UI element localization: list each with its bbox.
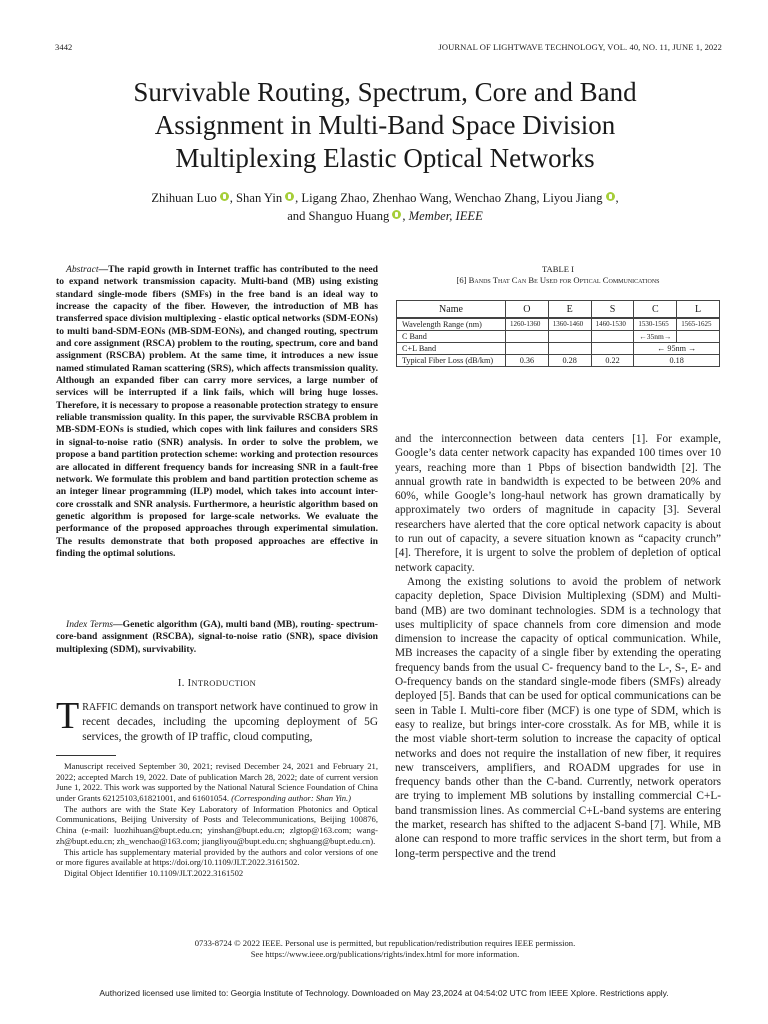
ieee-member: Member, IEEE (408, 209, 483, 223)
table-header: E (548, 301, 591, 319)
orcid-icon[interactable] (392, 210, 401, 219)
authorized-use-banner: Authorized licensed use limited to: Georgia Institute of Technology. Downloaded on May 23,2024 at 04:54:02 UTC from IEEE Xplore. Restrictions apply. (99, 988, 669, 998)
supplementary-note[interactable]: This article has supplementary material provided by the authors and color versions of one or more figures available at https://doi.org/10.1109/JLT.2022.3161502. (56, 846, 378, 868)
index-terms-lead: Index Terms (66, 619, 114, 630)
table-header: C (634, 301, 677, 319)
author-yin[interactable]: Shan Yin (236, 191, 283, 205)
table-caption: TABLE I [6] Bands That Can Be Used for Optical Communications (456, 264, 660, 285)
footnotes: Manuscript received September 30, 2021; revised December 24, 2021 and February 21, 2022; accepted March 19, 2022. Date of publication March 28, 2022; date of current version June 1, 2022. This work was supported by the National Natural Science Foundation of China under Grants 62125103,61821001, and 61601054. (Corresponding author: Shan Yin.) The authors are with the State Key Laboratory of Information Photonics and Optical Communications, Beijing University of Posts and Telecommunications, Beijing 100876, China (e-mail: luozhihuan@bupt.edu.cn; yinshan@bupt.edu.cn; zlgtop@163.com; wang-zh@bupt.edu.cn; zh_wenchao@163.com; jiangliyou@bupt.edu.cn; shghuang@bupt.edu.cn). This article has supplementary material provided by the authors and color versions of one or more figures available at https://doi.org/10.1109/JLT.2022.3161502. Digital Object Identifier 10.1109/JLT.2022.3161502 (56, 761, 378, 879)
table-header: S (591, 301, 634, 319)
table-header: L (677, 301, 720, 319)
footnote-divider (56, 755, 116, 756)
copyright-notice: 0733-8724 © 2022 IEEE. Personal use is permitted, but republication/redistribution requires IEEE permission. See https://www.ieee.org/publications/rights/index.html for more information. (40, 938, 730, 960)
journal-header: JOURNAL OF LIGHTWAVE TECHNOLOGY, VOL. 40, NO. 11, JUNE 1, 2022 (438, 42, 722, 52)
body-paragraph: Among the existing solutions to avoid the problem of network capacity depletion, Space Division Multiplexing (SDM) and Multi-band (MB) are two dominant technologies. SDM is a technology that uses multiplicity of space channels from core dimension and mode dimension to increase the capacity of optical communication. While, MB increases the capacity of a single fiber by extending the operating frequency bands from the usual C- frequency band to the L-, S-, E- and O-frequency bands on the standard single-mode fibers (SMFs) already deployed [5]. Bands that can be used for optical communications can be seen in Table I. Multi-core fiber (MCF) is one type of SDM, which is easy to realize, but brings inter-core crosstalk. As for MB, while it is the most viable short-term solution to increase the capacity of optical networks and does not require the installation of new fiber, it requires new transceivers, amplifiers, and ROADM upgrades for use in frequency bands other than the C-band. Currently, network operators are trying to implement MB solutions by installing commercial C+L-band transmission lines. As commercial C+L-band systems are entering the market, research has shifted to the adjacent S-band [7]. While, MB alone can respond to more traffic services in the short term, but from a long-term perspective and the trend (395, 575, 721, 860)
index-terms-text: —Genetic algorithm (GA), multi band (MB), routing- spectrum- core-band assignment (RSCBA), signal-to-noise ratio (SNR), space division multiplexing (SDM), survivability. (56, 619, 378, 655)
author-group[interactable]: Ligang Zhao, Zhenhao Wang, Wenchao Zhang, Liyou Jiang (301, 191, 603, 205)
table-header-row (397, 301, 720, 319)
page-number: 3442 (55, 42, 73, 52)
intro-paragraph: TRAFFIC demands on transport network have continued to grow in recent decades, including the upcoming deployment of 5G services, the growth of IP traffic, cloud computing, (56, 695, 378, 743)
right-column-body (395, 432, 721, 861)
author-list (40, 189, 730, 225)
abstract-lead: Abstract (66, 264, 99, 275)
table-row: Wavelength Range (nm) 1260-1360 1360-1460 1460-1530 1530-1565 1565-1625 (397, 318, 720, 331)
title-line-3: Multiplexing Elastic Optical Networks (175, 143, 595, 173)
table-row: C+L Band ← 95nm → (397, 343, 720, 355)
affiliation-note[interactable]: The authors are with the State Key Laboratory of Information Photonics and Optical Communications, Beijing University of Posts and Telecommunications, Beijing 100876, China (e-mail: luozhihuan@bupt.edu.cn; yinshan@bupt.edu.cn; zlgtop@163.com; wang-zh@bupt.edu.cn; zh_wenchao@163.com; jiangliyou@bupt.edu.cn; shghuang@bupt.edu.cn). (56, 803, 378, 846)
author-huang[interactable]: and Shanguo Huang (287, 209, 390, 223)
rights-link[interactable]: See https://www.ieee.org/publications/rights/index.html for more information. (250, 949, 520, 959)
author-line-2: and Shanguo Huang , Member, IEEE (287, 209, 483, 223)
doi-note[interactable]: Digital Object Identifier 10.1109/JLT.2022.3161502 (64, 868, 244, 879)
orcid-icon[interactable] (285, 192, 294, 201)
author-line-1: Zhihuan Luo , Shan Yin , Ligang Zhao, Zhenhao Wang, Wenchao Zhang, Liyou Jiang , (151, 191, 619, 205)
drop-cap: T (56, 695, 80, 737)
author-luo[interactable]: Zhihuan Luo (151, 191, 217, 205)
orcid-icon[interactable] (220, 192, 229, 201)
table-row: C Band ←35nm→ (397, 331, 720, 343)
abstract (56, 264, 378, 560)
table-header: Name (397, 301, 506, 319)
index-terms (56, 619, 378, 656)
table-header: O (506, 301, 549, 319)
paper-title (40, 76, 730, 175)
abstract-text: —The rapid growth in Internet traffic has contributed to the need to expand network transmission capacity. Multi-band (MB) using existing standard single-mode fibers (SMFs) in the free band is an ideal way to increase the capacity of the fiber. However, the introduction of MB has transferred space division multiplexing - elastic optical networks (SDM-EONs) to multi band-SDM-EONs (MB-SDM-EONs), and changed routing, spectrum and core assignment (RSCA) problem to the routing, spectrum, core and band assignment (RSCBA) problem. At the same time, it introduces a new issue named stimulated Raman scattering (SRS), which affects transmission quality. Although an expanded fiber can carry more services, a large number of services will be interrupted if a link fails, which will bring huge losses. Therefore, it is necessary to propose a reasonable protection strategy to ensure reliable transmission quality. In this paper, the survivable RSCBA problem in MB-SDM-EONs is studied, which copes with link failures and considers SRS in signal-to-noise ratio (SNR) analysis. In order to solve the problem, we propose a band partition protection scheme: working and protection resources are allocated in different frequency bands for increasing SNR in a fault-free network. We formulate this problem and band partition protection scheme as an integer linear programming (ILP) model, which takes into account inter-core crosstalk and SNR analysis. Furthermore, a heuristic algorithm based on genetic algorithm is proposed for large-scale networks. We evaluate the performance of the proposed approaches through experimental simulation. The results demonstrate that both proposed approaches are effective in finding the optimal solutions. (56, 264, 378, 559)
table-row: Typical Fiber Loss (dB/km) 0.36 0.28 0.22 0.18 (397, 355, 720, 367)
orcid-icon[interactable] (606, 192, 615, 201)
title-line-1: Survivable Routing, Spectrum, Core and Band (133, 77, 637, 107)
bands-table (396, 300, 720, 367)
title-line-2: Assignment in Multi-Band Space Division (154, 110, 616, 140)
body-paragraph: and the interconnection between data centers [1]. For example, Google’s data center network capacity has expanded 100 times over 10 years, reaching more than 1 Pbps of bisection bandwidth [2]. The annual growth rate in bandwidth is expected to be between 20% and 60%, while Google’s long-haul network has grown dramatically by approximately two orders of magnitude in capacity [3]. Several researchers have alerted that the core optical network capacity is about to run out of capacity, a severe situation known as “capacity crunch” [4]. Therefore, it is urgent to solve the problem of depletion of optical network capacity. (395, 433, 721, 574)
section-heading: I. INTRODUCTION (177, 678, 257, 689)
